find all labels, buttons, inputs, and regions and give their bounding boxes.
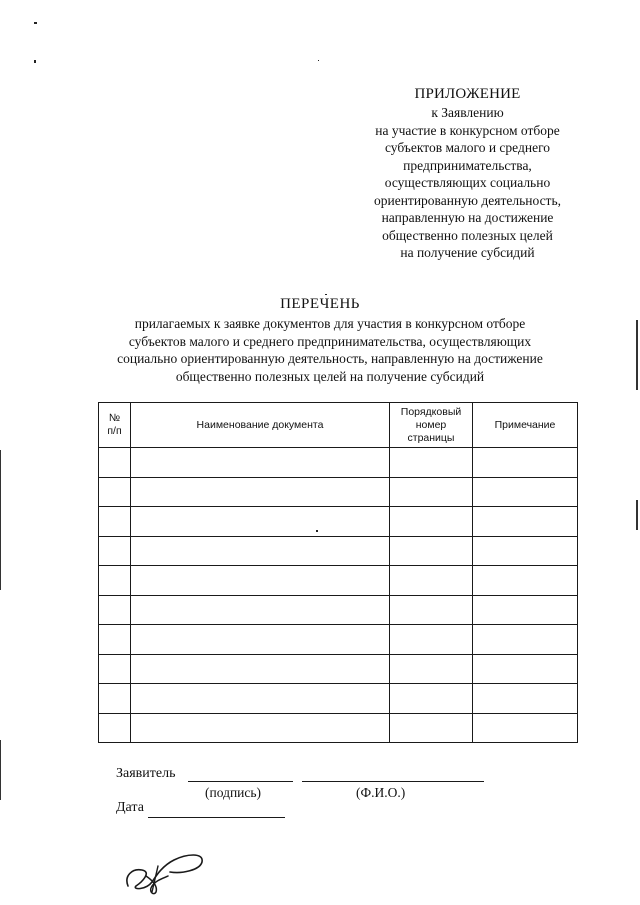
scan-edge-mark	[636, 500, 638, 530]
number-cell[interactable]	[99, 536, 131, 566]
table-body	[99, 448, 578, 743]
name-line[interactable]	[302, 781, 484, 782]
appendix-line: к Заявлению	[431, 105, 504, 120]
page-number-cell[interactable]	[390, 684, 473, 714]
table-row	[99, 625, 578, 655]
note-cell[interactable]	[473, 713, 578, 743]
appendix-line: ориентированную деятельность,	[373, 192, 561, 208]
list-subtitle-line: субъектов малого и среднего предпринимательства, осуществляющих	[128, 333, 532, 349]
scan-edge-mark	[636, 320, 638, 390]
page-number-cell[interactable]	[390, 654, 473, 684]
table-row	[99, 713, 578, 743]
document-name-cell[interactable]	[131, 536, 390, 566]
note-cell[interactable]	[473, 595, 578, 625]
page-number-cell[interactable]	[390, 536, 473, 566]
table-row	[99, 507, 578, 537]
note-cell[interactable]	[473, 566, 578, 596]
handwritten-signature	[112, 846, 212, 896]
header-number	[99, 403, 131, 448]
document-name-cell[interactable]	[131, 654, 390, 684]
list-subtitle-line: социально ориентированную деятельность, направленную на достижение	[117, 351, 543, 366]
page-number-cell[interactable]	[390, 595, 473, 625]
number-cell[interactable]	[99, 448, 131, 478]
table-row	[99, 536, 578, 566]
page-number-cell[interactable]	[390, 566, 473, 596]
appendix-line: общественно полезных целей	[382, 227, 553, 243]
header-number-line: №	[108, 412, 121, 424]
documents-table	[98, 402, 578, 743]
number-cell[interactable]	[99, 566, 131, 596]
table-row	[99, 477, 578, 507]
number-cell[interactable]	[99, 595, 131, 625]
number-cell[interactable]	[99, 713, 131, 743]
number-cell[interactable]	[99, 654, 131, 684]
header-page-number	[390, 403, 473, 448]
document-name-cell[interactable]	[131, 625, 390, 655]
table-row	[99, 566, 578, 596]
header-page-line: страницы	[407, 431, 455, 444]
table-row	[99, 595, 578, 625]
page-number-cell[interactable]	[390, 477, 473, 507]
table-row	[99, 448, 578, 478]
note-cell[interactable]	[473, 684, 578, 714]
table-row	[99, 654, 578, 684]
header-document-name: Наименование документа	[131, 403, 390, 448]
appendix-line: субъектов малого и среднего	[384, 140, 551, 155]
appendix-title: ПРИЛОЖЕНИЕ	[414, 86, 521, 102]
scan-speck	[34, 60, 36, 63]
scan-edge-mark	[0, 740, 1, 800]
date-line[interactable]	[148, 817, 285, 818]
list-subtitle	[80, 315, 580, 385]
header-number-line: п/п	[107, 425, 122, 437]
list-subtitle-line: прилагаемых к заявке документов для участия в конкурсном отборе	[134, 316, 526, 331]
document-name-cell[interactable]	[131, 448, 390, 478]
date-label: Дата	[116, 800, 144, 815]
scan-speck	[34, 22, 37, 24]
document-name-cell[interactable]	[131, 566, 390, 596]
number-cell[interactable]	[99, 625, 131, 655]
scan-speck	[318, 60, 319, 61]
appendix-line: осуществляющих социально	[384, 175, 551, 190]
page-number-cell[interactable]	[390, 713, 473, 743]
list-title: ПЕРЕЧЕНЬ	[280, 296, 360, 312]
header-note: Примечание	[473, 403, 578, 448]
appendix-line: на участие в конкурсном отборе	[375, 122, 560, 138]
note-cell[interactable]	[473, 654, 578, 684]
table-row	[99, 684, 578, 714]
note-cell[interactable]	[473, 625, 578, 655]
page-number-cell[interactable]	[390, 448, 473, 478]
document-name-cell[interactable]	[131, 477, 390, 507]
note-cell[interactable]	[473, 448, 578, 478]
number-cell[interactable]	[99, 507, 131, 537]
note-cell[interactable]	[473, 536, 578, 566]
signature-caption: (подпись)	[205, 785, 262, 800]
header-page-line: номер	[415, 418, 447, 431]
number-cell[interactable]	[99, 684, 131, 714]
document-name-cell[interactable]	[131, 595, 390, 625]
signature-line[interactable]	[188, 781, 293, 782]
scan-speck	[325, 294, 327, 295]
document-name-cell[interactable]	[131, 713, 390, 743]
appendix-header	[340, 85, 595, 262]
table-header-row	[99, 403, 578, 448]
header-page-line: Порядковый	[400, 405, 462, 418]
note-cell[interactable]	[473, 477, 578, 507]
appendix-line: предпринимательства,	[403, 157, 532, 173]
list-subtitle-line: общественно полезных целей на получение субсидий	[175, 368, 485, 384]
appendix-line: направленную на достижение	[381, 210, 554, 225]
appendix-line: на получение субсидий	[400, 245, 535, 260]
document-name-cell[interactable]	[131, 684, 390, 714]
number-cell[interactable]	[99, 477, 131, 507]
note-cell[interactable]	[473, 507, 578, 537]
document-name-cell[interactable]	[131, 507, 390, 537]
applicant-label: Заявитель	[116, 766, 176, 781]
name-caption: (Ф.И.О.)	[356, 785, 406, 800]
page-number-cell[interactable]	[390, 625, 473, 655]
page-number-cell[interactable]	[390, 507, 473, 537]
scan-edge-mark	[0, 450, 1, 590]
